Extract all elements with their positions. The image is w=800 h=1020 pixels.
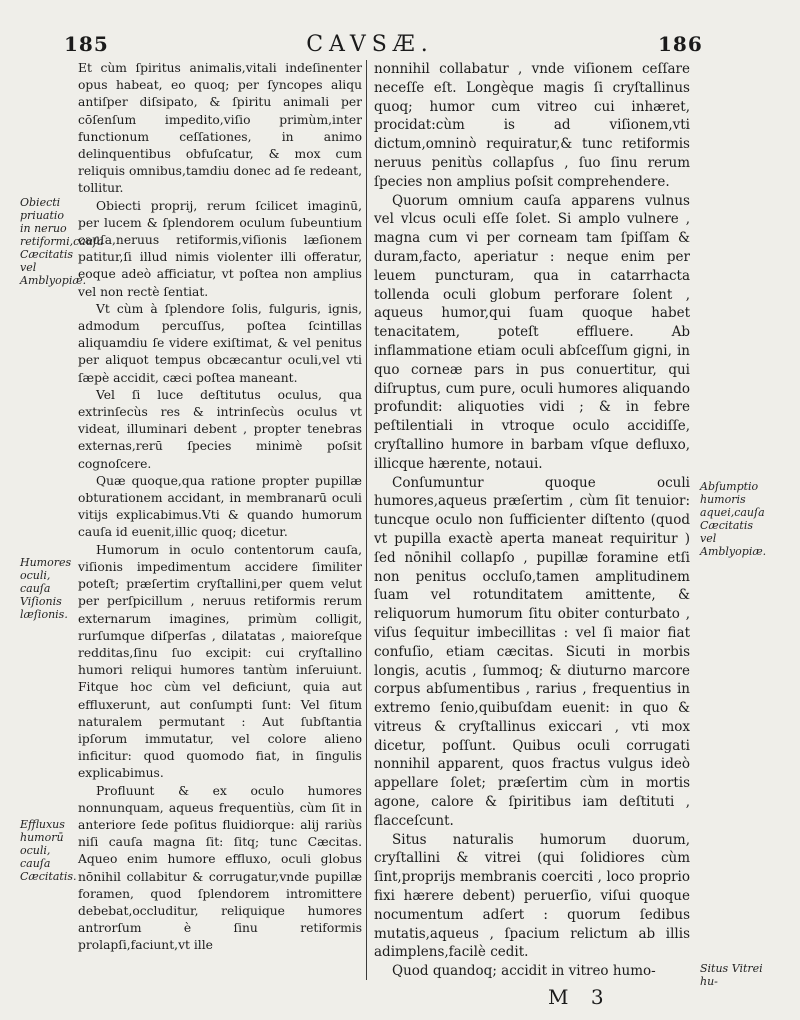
paragraph: Quæ quoque,qua ratione propter pupillæ obturationem accidant, in membranarū oculi vitijs explicabimus.Vti & quando humorum cauſa id euenit,illic quoq; dicetur. bbox=[78, 473, 362, 540]
paragraph: Et cùm ſpiritus animalis,vitali indeſinenter opus habeat, eo quoq; per ſyncopes aliqu antiſper diſsipato, & ſpiritu animali per cōſenſum impedito,viſio primùm,inter functionum ceſſationes, in animo delinquentibus obfuſcatur, & mox cum reliquis omnibus,tamdiu donec ad ſe redeant, tollitur. bbox=[78, 61, 362, 196]
paragraph: Vel ſi luce deſtitutus oculus, qua extrinſecùs res & intrinſecùs oculus vt videat, illuminari debent , propter tenebras externas,rerū ſpecies minimè poſsit cognoſcere. bbox=[78, 387, 362, 471]
paragraph: Vt cùm à ſplendore ſolis, fulguris, ignis, admodum percuſſus, poſtea ſcintillas aliquamdiu ſe videre exiſtimat, & vel penitus per aliquot tempus obcæcantur oculi,vel vti ſæpè accidit, cæci poſtea maneant. bbox=[78, 301, 362, 385]
text-column-right bbox=[374, 60, 690, 981]
paragraph: Conſumuntur quoque oculi humores,aqueus præſertim , cùm ſit tenuior: tuncque oculo non ſufficienter diſtento (quod vt pupilla exactè aperta maneat requiritur ) ſed nōnihil collapſo , pupillæ foramine etſi non penitus occluſo,tamen amplitudinem ſuam vel rotunditatem amittente, & reliquorum humorum ſitu obiter conturbato , viſus ſequitur imbecillitas : vel ſi maior fiat confuſio, etiam cæcitas. Sicuti in morbis longis, acutis , ſummoq; & diuturno marcore corpus abſumentibus , rarius , frequentius in extremo ſenio,quibuſdam euenit: in quo & vitreus & cryſtallinus exiccari , vti mox dicetur, poſſunt. Quibus oculi corrugati nonnihil apparent, quos fractus vulgus ideò appellare ſolet; præſertim cùm in mortis agone, calore & ſpiritibus iam deſtituti , flacceſcunt. bbox=[374, 474, 690, 829]
paragraph: Quorum omnium cauſa apparens vulnus vel vlcus oculi eſſe ſolet. Si amplo vulnere , magna cum vi per corneam tam ſpiſſam & duram,facto, aperiatur : neque enim per leuem puncturam, qua in catarrhacta tollenda oculi globum perforare ſolent , aqueus humor,qui ſuam quoque habet tenacitatem, poteſt effluere. Ab inflammatione etiam oculi abſceſſum gigni, in quo corneæ pars in pus conuertitur, qui diſruptus, cum pure, oculi humores aliquando profundit: aliquoties vidi ; & in febre peſtilentiali in vtroque oculo accidiſſe, cryſtallino humore in barbam vſque defluxo, illicque hærente, notaui. bbox=[374, 192, 690, 472]
paragraph: Profluunt & ex oculo humores nonnunquam, aqueus frequentiùs, cùm ſit in anteriore ſede poſitus fluidiorque: alij rariùs niſi cauſa magna ſit: ſitq; tunc Cæcitas. Aqueo enim humore effluxo, oculi globus nōnihil collabitur & corrugatur,vnde pupillæ foramen, quod ſplendorem intromittere debebat,occluditur, reliquique humores antrorſum è ſinu retiformis prolapſi,faciunt,vt ille bbox=[78, 783, 362, 953]
paragraph: Situs naturalis humorum duorum, cryſtallini & vitrei (qui ſolidiores cùm ſint,proprijs membranis coerciti , loco proprio fixi hærere debent) peruerſio, viſui quoque nocumentum adſert : quorum ſedibus mutatis,aqueus , ſpacium relictum ab illis adimplens,facilè cedit. bbox=[374, 831, 690, 961]
text-column-left bbox=[78, 60, 362, 955]
page-number-right: 186 bbox=[658, 32, 703, 56]
margin-note: Situs Vitrei hu- bbox=[700, 962, 763, 988]
running-title: CAVSÆ. bbox=[306, 32, 434, 57]
margin-note: Effluxus humorū oculi, cauſa Cæcitatis. bbox=[20, 818, 77, 883]
margin-note: Humores oculi, cauſa Viſionis læſionis. bbox=[20, 556, 72, 621]
paragraph: Quod quandoq; accidit in vitreo humo- bbox=[392, 963, 656, 980]
margin-note: Obiecti priuatio in neruo retiformi,cauſa Cæcitatis vel Amblyopiæ. bbox=[20, 196, 104, 287]
column-divider bbox=[366, 60, 367, 980]
page-number-left: 185 bbox=[64, 32, 109, 56]
margin-note: Abſumptio humoris aquei,cauſa Cæcitatis vel Amblyopiæ. bbox=[700, 480, 767, 558]
paragraph: Obiecti proprij, rerum ſcilicet imaginū, per lucem & ſplendorem oculum ſubeuntium cauſa,neruus retiformis,viſionis læſionem patitur,ſi illud nimis violenter illi offeratur, eoque adeò afficiatur, vt poſtea non amplius vel non rectè ſentiat. bbox=[78, 198, 362, 299]
signature-mark: M 3 bbox=[548, 985, 612, 1009]
paragraph: nonnihil collabatur , vnde viſionem ceſſare neceſſe eſt. Longèque magis ſi cryſtallinus quoq; humor cum vitreo cui inhæret, procidat:cùm is ad viſionem,vti dictum,omninò requiratur,& tunc retiformis neruus penitùs collapſus , ſuo ſinu rerum ſpecies non amplius poſsit comprehendere. bbox=[374, 61, 690, 190]
paragraph: Humorum in oculo contentorum cauſa, viſionis impedimentum accidere ſimiliter poteſt; præſertim cryſtallini,per quem velut per perſpicillum , neruus retiformis rerum externarum imagines, primùm colligit, rurſumque diſperſas , dilatatas , maioreſque redditas,ſinu ſuo excipit: cui cryſtallino humori reliqui humores tantùm inſeruiunt. Fitque hoc cùm vel deficiunt, quia aut effluxerunt, aut conſumpti ſunt: Vel ſitum naturalem permutant : Aut ſubſtantia ipſorum immutatur, vel colore alieno inficitur: quod quomodo fiat, in ſingulis explicabimus. bbox=[78, 542, 362, 781]
